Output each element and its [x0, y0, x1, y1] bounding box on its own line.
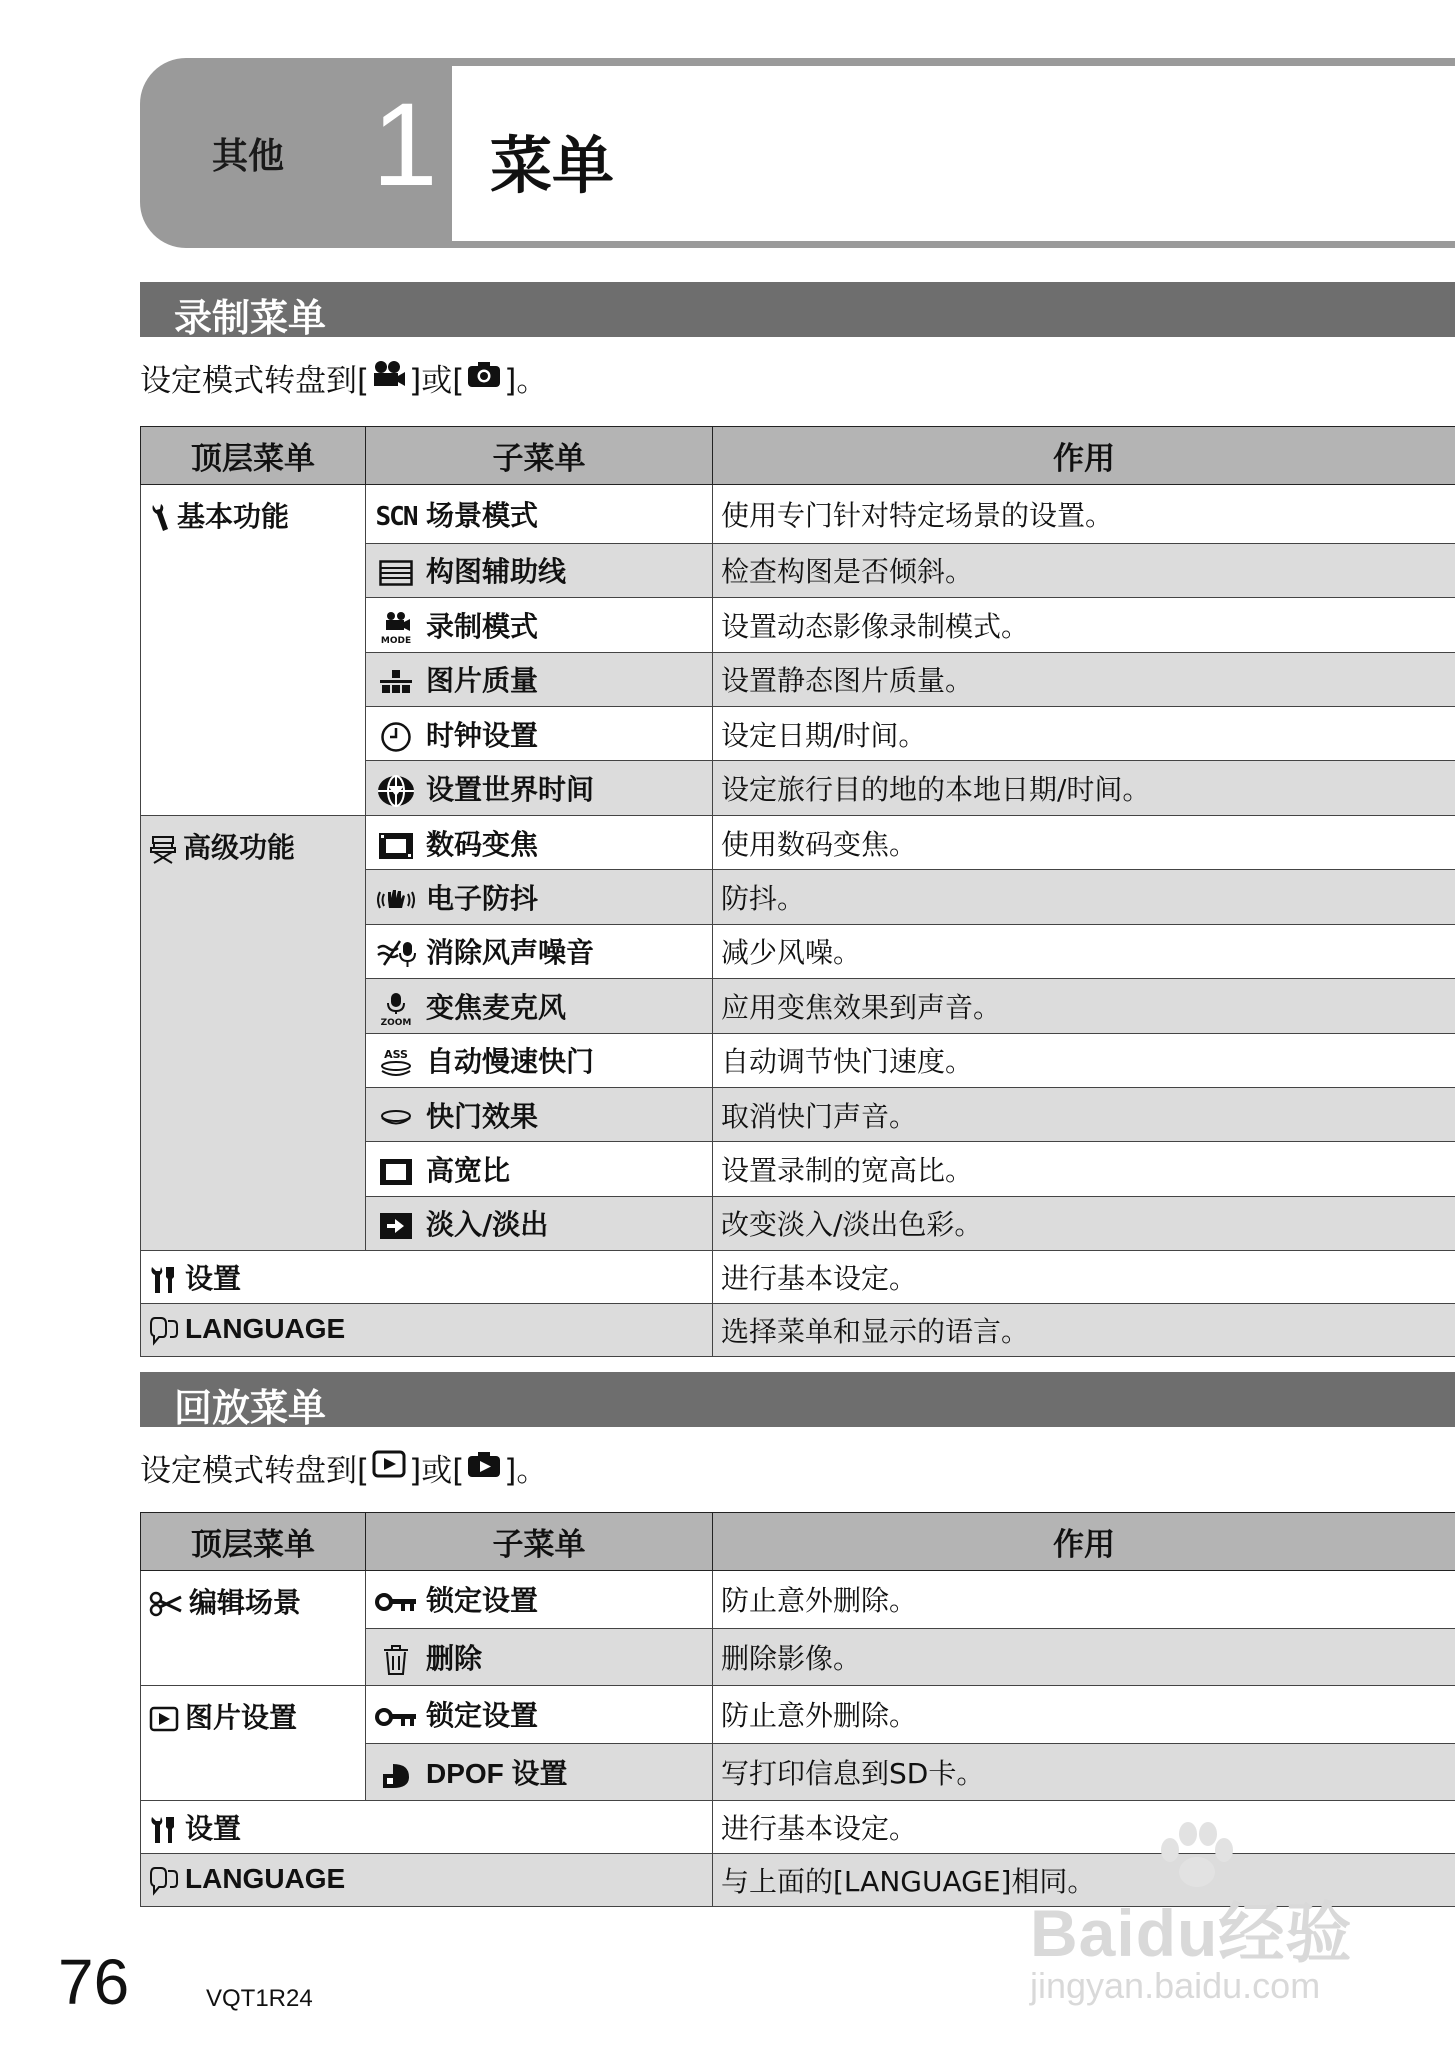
- func-zoom-mic: 应用变焦效果到声音。: [713, 979, 1455, 1033]
- picture-quality-icon: [374, 668, 418, 696]
- submenu-fade: 淡入/淡出: [366, 1196, 713, 1250]
- record-intro-suffix: ]。: [504, 363, 548, 399]
- func-clock: 设定日期/时间。: [713, 706, 1455, 760]
- chapter-title: 菜单: [490, 129, 615, 202]
- watermark-brand: Baidu经验: [1030, 1896, 1353, 1970]
- clock-icon: [374, 721, 418, 753]
- group-basic: 基本功能: [141, 485, 366, 816]
- submenu-picture-quality: 图片质量: [366, 652, 713, 706]
- auto-slow-shutter-icon: [374, 1047, 418, 1079]
- func-shutter-effect: 取消快门声音。: [713, 1087, 1455, 1141]
- func-scene-mode: 使用专门针对特定场景的设置。: [713, 485, 1455, 544]
- movie-camera-icon: [372, 360, 406, 396]
- func-wind-cut: 减少风噪。: [713, 924, 1455, 978]
- group-playback-language: LANGUAGE: [141, 1854, 713, 1907]
- func-auto-slow-shutter: 自动调节快门速度。: [713, 1033, 1455, 1087]
- scn-icon: SCN: [375, 501, 417, 532]
- submenu-guideline: 构图辅助线: [366, 543, 713, 597]
- submenu-delete: 删除: [366, 1628, 713, 1686]
- language-icon: [149, 1315, 179, 1347]
- playback-intro-mid: ]或[: [409, 1453, 465, 1489]
- stabilizer-icon: [374, 886, 418, 914]
- lock-key-icon: [374, 1706, 418, 1728]
- func-aspect-ratio: 设置录制的宽高比。: [713, 1142, 1455, 1196]
- guideline-icon: [374, 560, 418, 586]
- model-code: VQT1R24: [206, 1985, 313, 2012]
- submenu-digital-zoom: 数码变焦: [366, 816, 713, 870]
- fade-icon: [374, 1212, 418, 1240]
- zoom-mic-icon: [374, 992, 418, 1026]
- playback-section-title: 回放菜单: [174, 1386, 327, 1430]
- scissors-icon: [149, 1591, 183, 1617]
- table-row: [141, 816, 1455, 870]
- record-intro: [140, 355, 547, 400]
- table-row: [141, 1251, 1455, 1304]
- func-playback-setup: 进行基本设定。: [713, 1801, 1455, 1854]
- language-icon: [149, 1865, 179, 1897]
- svg-text:ZOOM: ZOOM: [380, 1017, 412, 1026]
- submenu-zoom-mic: ZOOM 变焦麦克风: [366, 979, 713, 1033]
- camera-playback-icon: [467, 1450, 501, 1486]
- playback-section-bar: [140, 1372, 1455, 1430]
- submenu-rec-mode: MODE 录制模式: [366, 598, 713, 652]
- func-rec-mode: 设置动态影像录制模式。: [713, 598, 1455, 652]
- func-guideline: 检查构图是否倾斜。: [713, 543, 1455, 597]
- director-chair-icon: [149, 834, 177, 864]
- submenu-clock: 时钟设置: [366, 706, 713, 760]
- playback-intro: [140, 1445, 547, 1490]
- page-number: 76: [58, 1946, 130, 2018]
- svg-text:ASS: ASS: [384, 1048, 408, 1062]
- group-edit-scene: 编辑场景: [141, 1571, 366, 1686]
- table-row: [141, 1686, 1455, 1744]
- world-time-icon: [374, 774, 418, 808]
- digital-zoom-icon: [374, 832, 418, 860]
- setup-tools-icon: [149, 1815, 179, 1845]
- wrench-icon: [149, 503, 171, 533]
- trash-icon: [374, 1644, 418, 1676]
- watermark-url: jingyan.baidu.com: [1030, 1965, 1321, 2006]
- dpof-icon: [374, 1760, 418, 1790]
- record-col-func: 作用: [713, 427, 1455, 485]
- func-setup: 进行基本设定。: [713, 1251, 1455, 1304]
- submenu-picture-lock: 锁定设置: [366, 1686, 713, 1744]
- movie-mode-icon: [374, 611, 418, 645]
- submenu-edit-lock: 锁定设置: [366, 1571, 713, 1629]
- playback-col-top: 顶层菜单: [141, 1513, 366, 1571]
- func-digital-zoom: 使用数码变焦。: [713, 816, 1455, 870]
- playback-intro-prefix: 设定模式转盘到[: [140, 1453, 370, 1489]
- svg-text:MODE: MODE: [380, 635, 412, 645]
- record-intro-mid: ]或[: [409, 363, 465, 399]
- submenu-dpof: DPOF 设置: [366, 1743, 713, 1801]
- lock-key-icon: [374, 1591, 418, 1613]
- func-delete: 删除影像。: [713, 1628, 1455, 1686]
- record-col-top: 顶层菜单: [141, 427, 366, 485]
- record-col-sub: 子菜单: [366, 427, 713, 485]
- chapter-category: 其他: [212, 136, 285, 177]
- chapter-number: 1: [372, 79, 438, 211]
- group-setup: 设置: [141, 1251, 713, 1304]
- table-row: [141, 485, 1455, 544]
- playback-col-func: 作用: [713, 1513, 1455, 1571]
- aspect-ratio-icon: [374, 1158, 418, 1186]
- submenu-auto-slow-shutter: ASS 自动慢速快门: [366, 1033, 713, 1087]
- chapter-header: [140, 58, 1455, 248]
- record-section-bar: [140, 282, 1455, 340]
- record-section-title: 录制菜单: [174, 296, 327, 340]
- group-picture-setup: 图片设置: [141, 1686, 366, 1801]
- playback-icon: [372, 1450, 406, 1486]
- submenu-wind-cut: 消除风声噪音: [366, 924, 713, 978]
- setup-tools-icon: [149, 1265, 179, 1295]
- func-world-time: 设定旅行目的地的本地日期/时间。: [713, 761, 1455, 816]
- func-playback-language: 与上面的[LANGUAGE]相同。: [713, 1854, 1455, 1907]
- still-camera-icon: [467, 360, 501, 396]
- baidu-watermark: [1030, 1820, 1360, 2020]
- submenu-stabilizer: 电子防抖: [366, 870, 713, 924]
- record-menu-table: [140, 426, 1455, 1357]
- func-picture-quality: 设置静态图片质量。: [713, 652, 1455, 706]
- submenu-aspect-ratio: 高宽比: [366, 1142, 713, 1196]
- table-row: [141, 1571, 1455, 1629]
- table-row: [141, 1304, 1455, 1357]
- submenu-world-time: 设置世界时间: [366, 761, 713, 816]
- group-advanced: 高级功能: [141, 816, 366, 1251]
- func-fade: 改变淡入/淡出色彩。: [713, 1196, 1455, 1250]
- func-dpof: 写打印信息到SD卡。: [713, 1743, 1455, 1801]
- playback-table-header-row: [141, 1513, 1455, 1571]
- func-stabilizer: 防抖。: [713, 870, 1455, 924]
- func-language: 选择菜单和显示的语言。: [713, 1304, 1455, 1357]
- submenu-shutter-effect: 快门效果: [366, 1087, 713, 1141]
- playback-col-sub: 子菜单: [366, 1513, 713, 1571]
- record-table-header-row: [141, 427, 1455, 485]
- shutter-effect-icon: [374, 1107, 418, 1129]
- group-playback-setup: 设置: [141, 1801, 713, 1854]
- record-intro-prefix: 设定模式转盘到[: [140, 363, 370, 399]
- func-edit-lock: 防止意外删除。: [713, 1571, 1455, 1629]
- group-language: LANGUAGE: [141, 1304, 713, 1357]
- wind-cut-icon: [374, 939, 418, 969]
- submenu-scene-mode: SCN 场景模式: [366, 485, 713, 544]
- func-picture-lock: 防止意外删除。: [713, 1686, 1455, 1744]
- playback-intro-suffix: ]。: [504, 1453, 548, 1489]
- playback-icon: [149, 1706, 179, 1732]
